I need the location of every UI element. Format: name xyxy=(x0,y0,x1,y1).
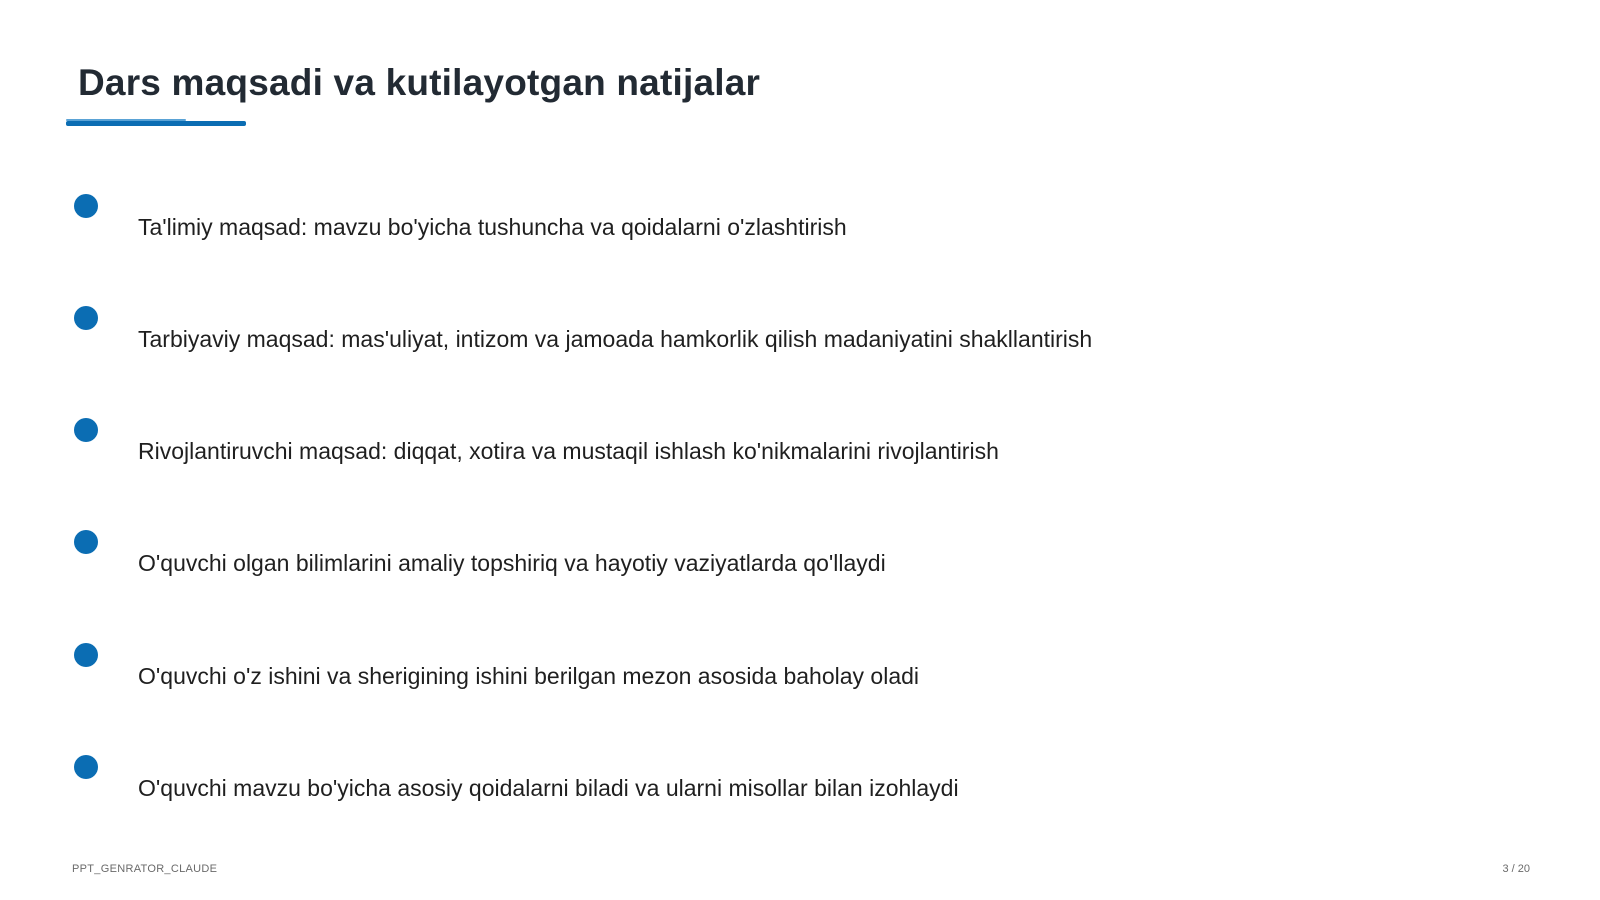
bullet-item xyxy=(74,418,1534,478)
bullet-dot-icon xyxy=(74,643,98,667)
bullet-text: Ta'limiy maqsad: mavzu bo'yicha tushuncha va qoidalarni o'zlashtirish xyxy=(138,214,847,240)
page-indicator: 3 / 20 xyxy=(1502,863,1530,875)
bullet-text: O'quvchi olgan bilimlarini amaliy topshiriq va hayotiy vaziyatlarda qo'llaydi xyxy=(138,550,886,576)
footer-source-label: PPT_GENRATOR_CLAUDE xyxy=(72,863,218,875)
title-underline xyxy=(66,121,246,126)
bullet-text: Rivojlantiruvchi maqsad: diqqat, xotira va mustaqil ishlash ko'nikmalarini rivojlantirish xyxy=(138,438,999,464)
slide-title: Dars maqsadi va kutilayotgan natijalar xyxy=(78,62,761,103)
bullet-item xyxy=(74,755,1534,815)
bullet-dot-icon xyxy=(74,530,98,554)
bullet-dot-icon xyxy=(74,418,98,442)
bullet-item xyxy=(74,194,1534,254)
bullet-dot-icon xyxy=(74,306,98,330)
bullet-item xyxy=(74,530,1534,590)
bullet-text: O'quvchi mavzu bo'yicha asosiy qoidalarni biladi va ularni misollar bilan izohlaydi xyxy=(138,775,959,801)
bullet-dot-icon xyxy=(74,194,98,218)
bullet-text: O'quvchi o'z ishini va sherigining ishini berilgan mezon asosida baholay oladi xyxy=(138,663,920,689)
bullet-item xyxy=(74,306,1534,366)
bullet-text: Tarbiyaviy maqsad: mas'uliyat, intizom va jamoada hamkorlik qilish madaniyatini shakllantirish xyxy=(138,326,1093,352)
bullet-item xyxy=(74,643,1534,703)
bullet-dot-icon xyxy=(74,755,98,779)
